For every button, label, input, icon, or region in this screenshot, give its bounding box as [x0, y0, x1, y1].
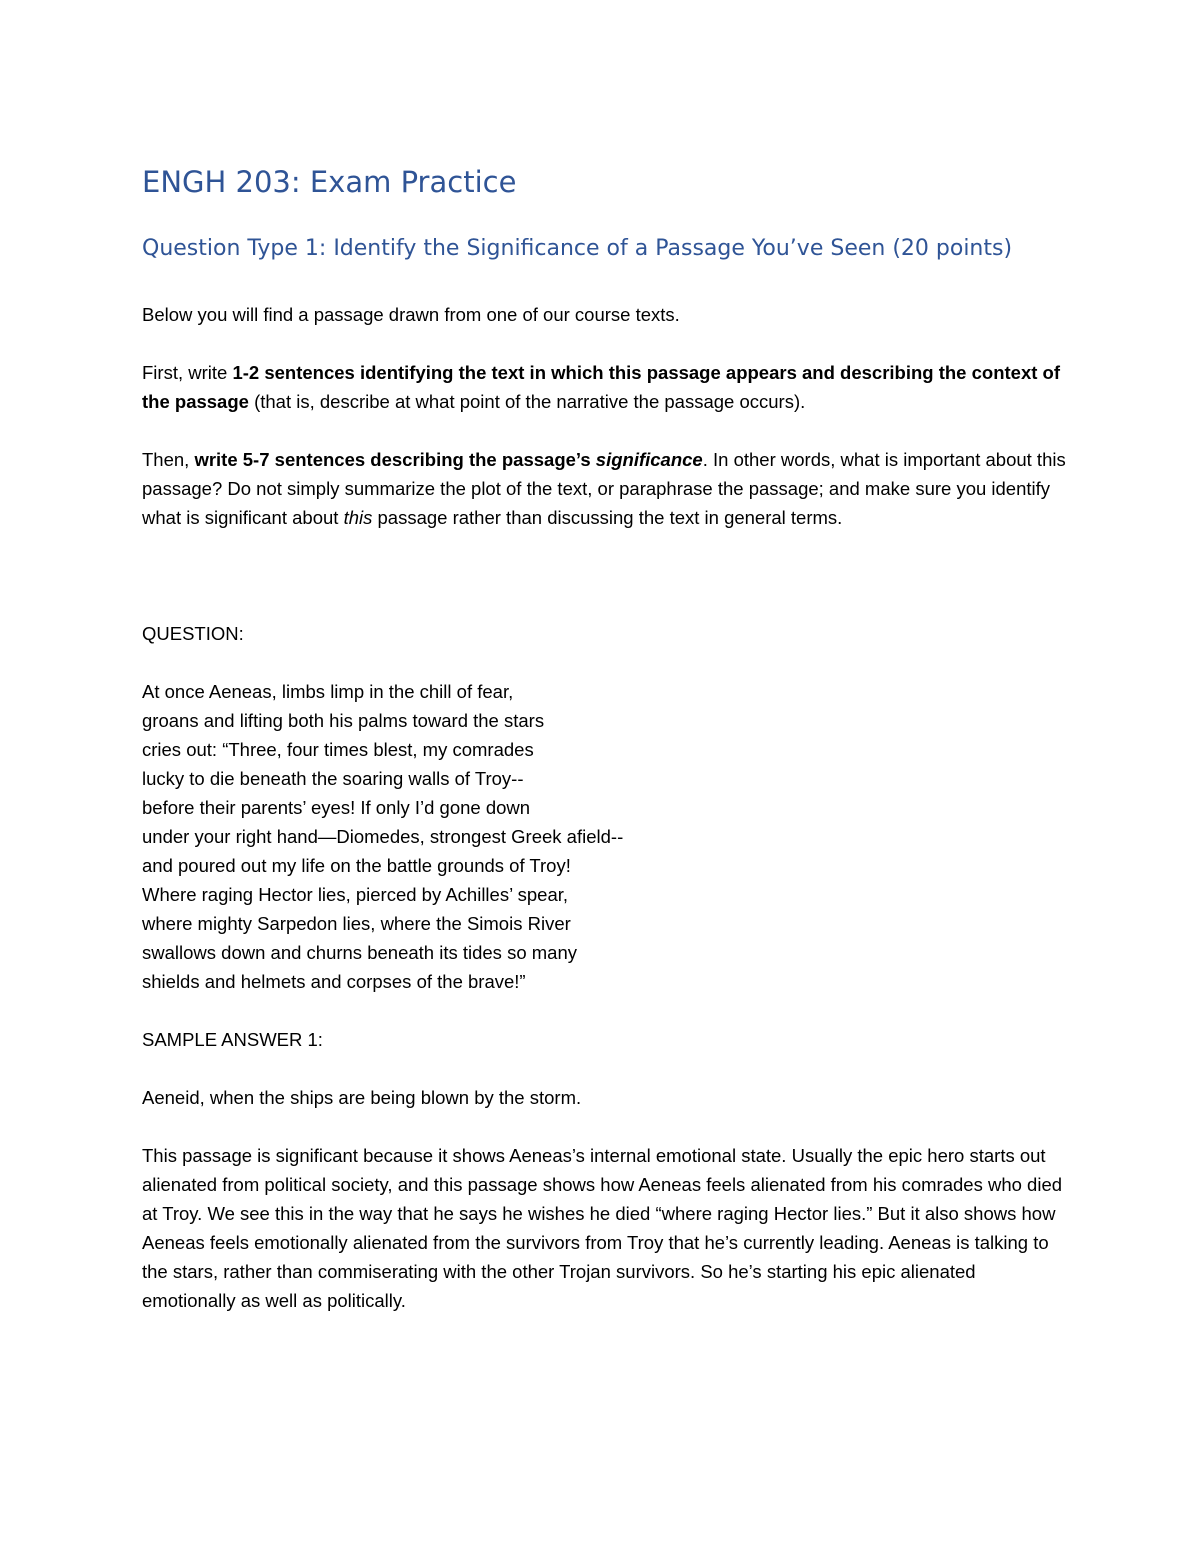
instruction-1-pre: First, write [142, 362, 233, 383]
poem-line: under your right hand—Diomedes, strongest Greek afield-- [142, 826, 624, 847]
sample-answer-label: SAMPLE ANSWER 1: [142, 1029, 323, 1050]
blank-space [142, 561, 1072, 619]
poem-line: At once Aeneas, limbs limp in the chill of fear, [142, 681, 514, 702]
poem-passage [142, 677, 1072, 996]
poem-line: groans and lifting both his palms toward the stars [142, 710, 545, 731]
poem-line: cries out: “Three, four times blest, my comrades [142, 739, 534, 760]
instruction-2-bold: write 5-7 sentences describing the passage’s [194, 449, 596, 470]
significance-emphasis: significance [595, 449, 703, 470]
instruction-paragraph-2 [142, 445, 1072, 532]
poem-line: Where raging Hector lies, pierced by Achilles’ spear, [142, 884, 569, 905]
instruction-2-pre: Then, [142, 449, 195, 470]
poem-line: swallows down and churns beneath its tides so many [142, 942, 577, 963]
poem-line: lucky to die beneath the soaring walls of Troy-- [142, 768, 524, 789]
document-title: ENGH 203: Exam Practice [142, 165, 517, 199]
sample-answer-context: Aeneid, when the ships are being blown by the storm. [142, 1087, 582, 1108]
instruction-1-bold: 1-2 sentences identifying the text in which this passage appears and describing the context of the passage [142, 362, 1061, 412]
instruction-2-bold-italic [596, 449, 703, 470]
sample-answer-significance: This passage is significant because it shows Aeneas’s internal emotional state. Usually the epic hero starts out alienated from political society, and this passage shows how Aeneas feels alienated from his comrades who died at Troy. We see this in the way that he says he wishes he died “where raging Hector lies.” But it also shows how Aeneas feels emotionally alienated from the survivors from Troy that he’s currently leading. Aeneas is talking to the stars, rather than commiserating with the other Trojan survivors. So he’s starting his epic alienated emotionally as well as politically. [142, 1145, 1063, 1311]
instruction-1-post: (that is, describe at what point of the narrative the passage occurs). [248, 391, 806, 412]
section-heading: Question Type 1: Identify the Significance of a Passage You’ve Seen (20 points) [142, 236, 1013, 261]
poem-line: and poured out my life on the battle grounds of Troy! [142, 855, 571, 876]
instruction-paragraph-1 [142, 358, 1072, 416]
poem-line: where mighty Sarpedon lies, where the Simois River [142, 913, 571, 934]
poem-line: before their parents’ eyes! If only I’d gone down [142, 797, 531, 818]
poem-line: shields and helmets and corpses of the brave!” [142, 971, 526, 992]
intro-paragraph: Below you will find a passage drawn from one of our course texts. [142, 304, 680, 325]
this-emphasis: this [343, 507, 373, 528]
instruction-2-mid: . In other words, what is important about this passage? Do not simply summarize the plot of the text, or paraphrase the passage; and make sure you identify what is significant about [142, 449, 1066, 528]
question-label: QUESTION: [142, 623, 244, 644]
document-body [142, 300, 1072, 1344]
instruction-2-post: passage rather than discussing the text in general terms. [372, 507, 843, 528]
